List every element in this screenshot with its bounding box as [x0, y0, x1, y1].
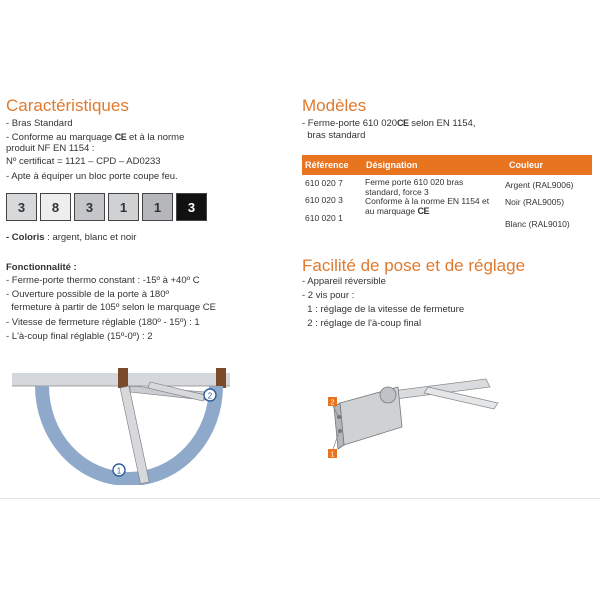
characteristics-line-norm: produit NF EN 1154 :: [6, 143, 95, 154]
characteristics-line-certificate: Nº certificat = 1121 – CPD – AD0233: [6, 156, 161, 167]
door-opening-diagram: [0, 360, 250, 485]
table-designation-cell: [365, 178, 489, 216]
conform-text-end: et à la norme: [128, 132, 185, 143]
closer-pivot: [380, 387, 396, 403]
installation-line: - 2 vis pour :: [302, 290, 355, 301]
functionality-line: - Ouverture possible de la porte à 180º: [6, 289, 169, 300]
installation-line: 1 : réglage de la vitesse de fermeture: [302, 304, 465, 315]
table-ref-cell: 610 020 7: [305, 178, 343, 188]
designation-line: Ferme porte 610 020 bras: [365, 177, 464, 187]
functionality-title: Fonctionnalité :: [6, 262, 77, 273]
characteristics-line-arm: - Bras Standard: [6, 118, 73, 129]
characteristics-title: Caractéristiques: [6, 96, 129, 115]
door-closer-diagram: [318, 365, 503, 465]
functionality-line: - Ferme-porte thermo constant : -15º à +40º C: [6, 275, 200, 286]
conform-text: - Conforme au marquage: [6, 132, 113, 143]
colors-label: - Coloris: [6, 232, 45, 243]
ce-mark: CE: [114, 132, 127, 142]
grade-box-6: 3: [176, 193, 207, 221]
designation-line: standard, force 3: [365, 186, 429, 197]
grade-box-4: 1: [108, 193, 139, 221]
table-ref-cell: 610 020 1: [305, 213, 343, 223]
characteristics-line-firedoor: - Apte à équiper un bloc porte coupe feu.: [6, 171, 178, 182]
grade-box-1: 3: [6, 193, 37, 221]
models-table: [302, 155, 592, 175]
functionality-line: fermeture à partir de 105º selon le marquage CE: [6, 302, 216, 313]
table-color-cell: Noir (RAL9005): [505, 197, 565, 207]
header-reference: Référence: [302, 155, 363, 175]
models-line-arm: bras standard: [302, 130, 366, 141]
header-color: Couleur: [506, 155, 592, 175]
header-designation: Désignation: [363, 155, 506, 175]
installation-line: - Appareil réversible: [302, 276, 386, 287]
grade-box-3: 3: [74, 193, 105, 221]
table-color-cell: Blanc (RAL9010): [505, 219, 570, 229]
functionality-line: - Vitesse de fermeture réglable (180º - 15º) : 1: [6, 317, 200, 328]
designation-text: au marquage: [365, 205, 416, 216]
grade-box-5: 1: [142, 193, 173, 221]
models-closer-text: - Ferme-porte 610 020: [302, 118, 398, 129]
ce-mark: CE: [397, 118, 409, 128]
ce-mark: CE: [417, 205, 429, 216]
table-header-row: [302, 155, 592, 175]
marker-1-label: 1: [330, 451, 335, 459]
installation-line: 2 : réglage de l'à-coup final: [302, 318, 422, 329]
table-color-cell: Argent (RAL9006): [505, 180, 574, 190]
marker-2-label: 2: [330, 399, 335, 407]
door-frame-right: [216, 368, 226, 388]
models-title: Modèles: [302, 96, 367, 115]
bottom-divider: [0, 498, 600, 499]
installation-title: Facilité de pose et de réglage: [302, 256, 526, 275]
functionality-line: - L'à-coup final réglable (15º-0º) : 2: [6, 331, 153, 342]
grade-box-2: 8: [40, 193, 71, 221]
designation-line: [365, 207, 489, 217]
marker-2-label: 2: [207, 391, 213, 401]
models-line-closer: [302, 117, 475, 130]
colors-value: : argent, blanc et noir: [44, 232, 137, 243]
designation-line: Conforme à la norme EN 1154 et: [365, 196, 490, 206]
door-frame-left: [118, 368, 128, 388]
colors-line: [6, 232, 136, 244]
table-ref-cell: 610 020 3: [305, 195, 343, 205]
models-closer-norm: selon EN 1154,: [408, 118, 476, 129]
marker-1-label: 1: [116, 466, 122, 476]
